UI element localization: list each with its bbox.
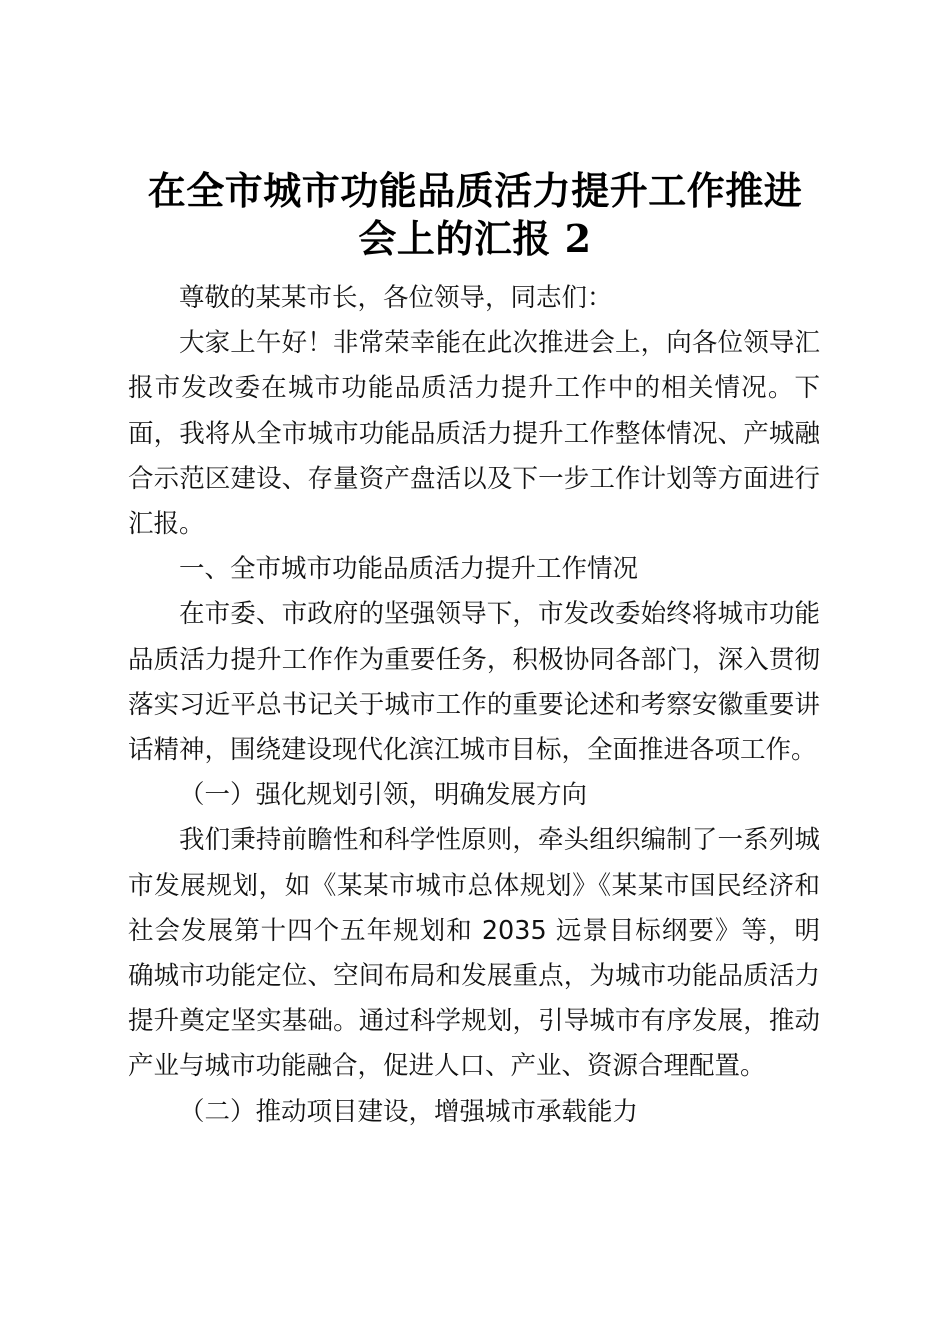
subsection-1-paragraph: 我们秉持前瞻性和科学性原则，牵头组织编制了一系列城市发展规划，如《某某市城市总体规划》《某某市国民经济和社会发展第十四个五年规划和 2035 远景目标纲要》等，明确城市功能定位、空间布局和发展重点，为城市功能品质活力提升奠定坚实基础。通过科学规划，引导城市有序发展，推动产业与城市功能融合，促进人口、产业、资源合理配置。 <box>128 825 820 1082</box>
subsection-heading-2: （二）推动项目建设，增强城市承载能力 <box>179 1096 639 1127</box>
salutation: 尊敬的某某市长，各位领导，同志们： <box>179 283 613 313</box>
title-line-2: 会上的汇报 2 <box>358 216 592 261</box>
document-title <box>100 167 850 263</box>
subsection-heading-1: （一）强化规划引领，明确发展方向 <box>179 780 588 811</box>
section-heading-1: 一、全市城市功能品质活力提升工作情况 <box>179 554 639 585</box>
intro-paragraph: 大家上午好！非常荣幸能在此次推进会上，向各位领导汇报市发改委在城市功能品质活力提升工作中的相关情况。下面，我将从全市城市功能品质活力提升工作整体情况、产城融合示范区建设、存量资产盘活以及下一步工作计划等方面进行汇报。 <box>128 328 820 540</box>
section-1-paragraph: 在市委、市政府的坚强领导下，市发改委始终将城市功能品质活力提升工作作为重要任务，积极协同各部门，深入贯彻落实习近平总书记关于城市工作的重要论述和考察安徽重要讲话精神，围绕建设现代化滨江城市目标，全面推进各项工作。 <box>128 599 820 766</box>
document-body <box>128 276 820 1135</box>
title-line-1: 在全市城市功能品质活力提升工作推进 <box>147 168 803 213</box>
